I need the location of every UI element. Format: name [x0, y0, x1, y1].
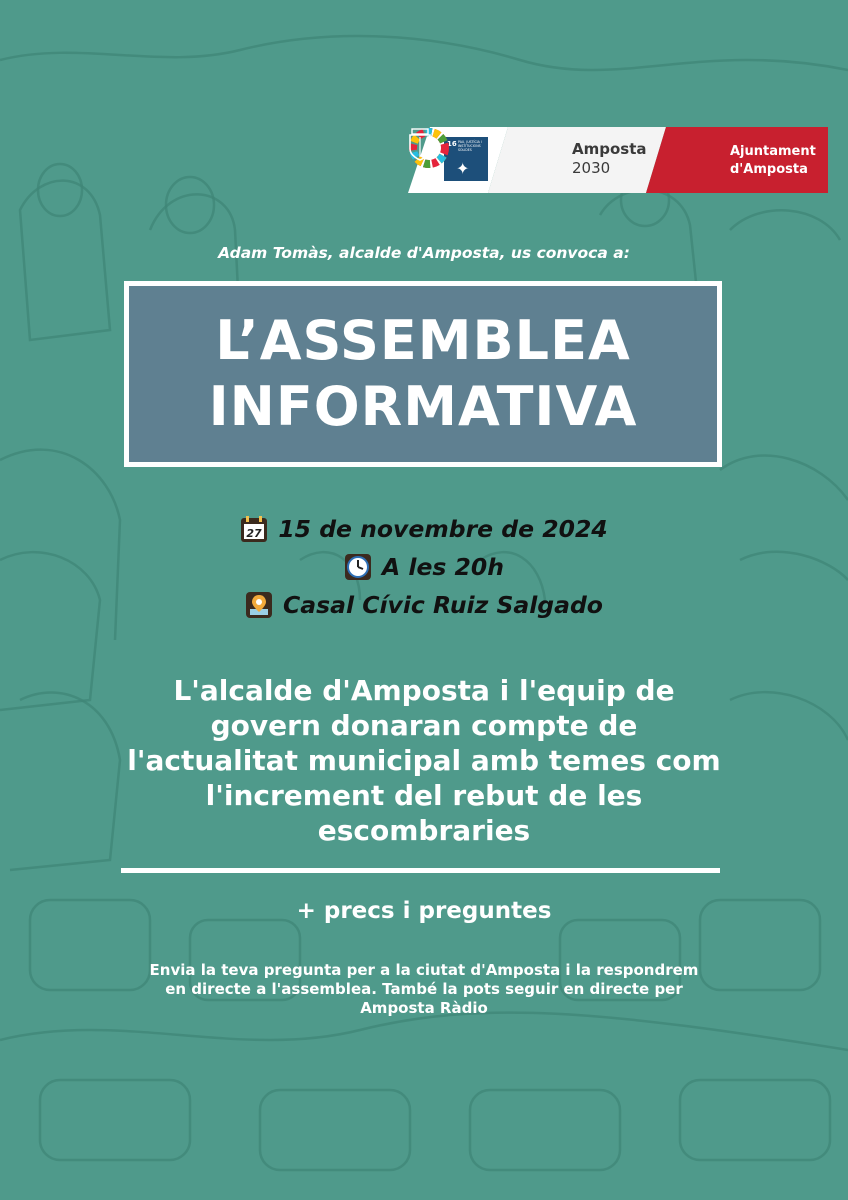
dove-icon: ✦: [456, 159, 470, 178]
title-box: [124, 281, 722, 467]
crest-icon: [408, 127, 432, 161]
event-time: A les 20h: [382, 553, 504, 581]
time-row: [0, 547, 848, 587]
clock-icon: [344, 553, 372, 581]
divider: [121, 868, 720, 873]
partner-logos: [408, 127, 828, 193]
envia-text: Envia la teva pregunta per a la ciutat d'Amposta i la respondrem en directe a l'assemblea. També la pots seguir en directe per Amposta Ràdio: [149, 961, 699, 1017]
svg-text:27: 27: [246, 527, 262, 540]
main-message: L'alcalde d'Amposta i l'equip de govern donaran compte de l'actualitat municipal amb temes com l'increment del rebut de les escombraries: [127, 674, 721, 847]
event-place: Casal Cívic Ruiz Salgado: [283, 591, 603, 619]
calendar-icon: [240, 515, 268, 543]
title-line-2: INFORMATIVA: [208, 375, 638, 438]
title-line-1: L’ASSEMBLEA: [215, 309, 631, 372]
map-pin-icon: [245, 591, 273, 619]
event-date: 15 de novembre de 2024: [278, 515, 608, 543]
ajuntament-name: Ajuntament: [730, 144, 816, 159]
amposta2030-year: 2030: [572, 159, 611, 177]
convoca-text: Adam Tomàs, alcalde d'Amposta, us convoca a:: [218, 244, 630, 262]
place-row: [0, 585, 848, 625]
precs-preguntes: + precs i preguntes: [296, 898, 552, 924]
date-row: [0, 509, 848, 549]
ajuntament-town: d'Amposta: [730, 162, 808, 177]
amposta2030-name: Amposta: [572, 140, 647, 158]
sdg16-logo: 16 PAU, JUSTÍCIA I INSTITUCIONS SÒLIDES ✦: [444, 137, 488, 181]
